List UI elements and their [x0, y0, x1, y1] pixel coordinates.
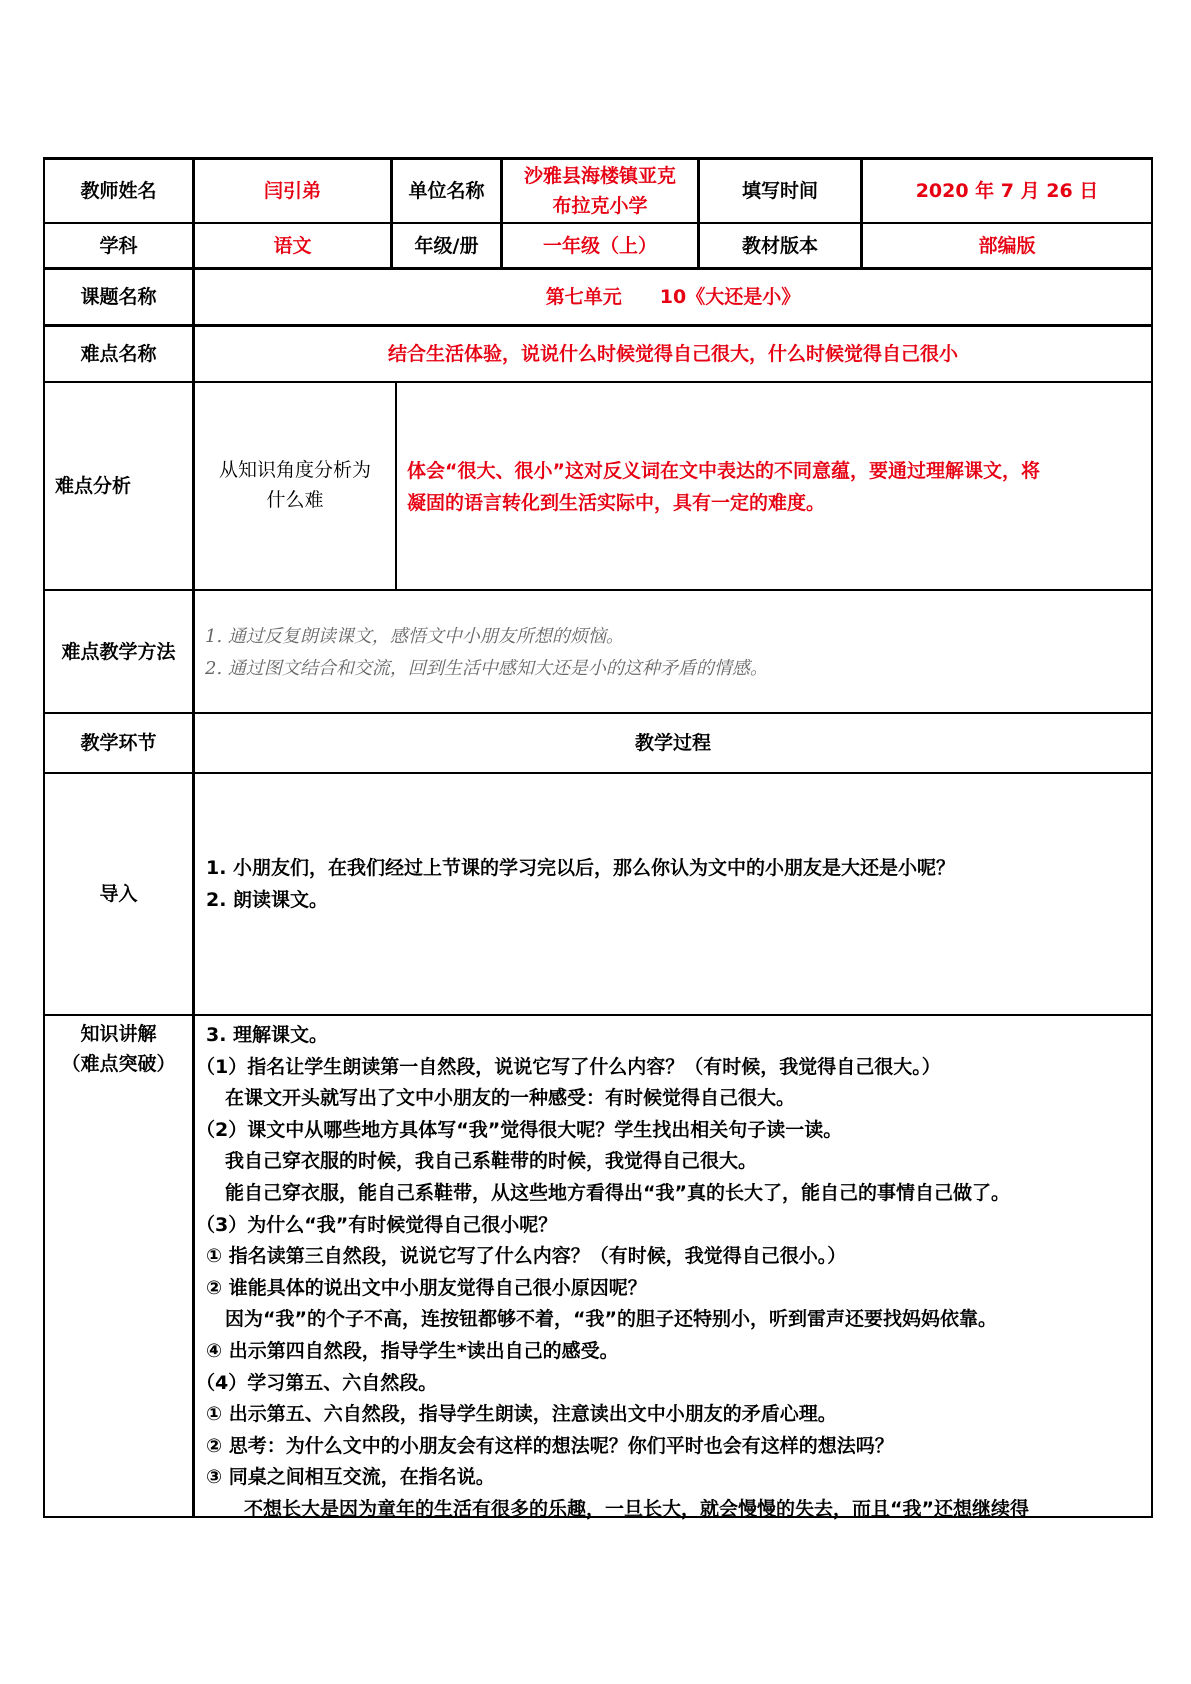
analysis-value-line-2: 凝固的语言转化到生活实际中，具有一定的难度。	[407, 491, 826, 514]
intro-content	[206, 853, 955, 916]
teacher-name-value: 闫引弟	[263, 180, 321, 202]
knowledge-label	[45, 1019, 192, 1081]
method-label: 难点教学方法	[61, 640, 176, 663]
knowledge-content	[196, 1020, 1029, 1526]
row-divider	[43, 772, 1153, 774]
knowledge-line: ② 思考：为什么文中的小朋友会有这样的想法呢？你们平时也会有这样的想法吗？	[206, 1434, 894, 1457]
difficulty-label: 难点名称	[80, 343, 157, 365]
grade-label: 年级/册	[414, 234, 479, 257]
knowledge-line: ① 出示第五、六自然段，指导学生朗读，注意读出文中小朋友的矛盾心理。	[206, 1403, 837, 1426]
intro-item-2: 2. 朗读课文。	[206, 888, 329, 911]
row-divider	[43, 1014, 1153, 1016]
analysis-value	[407, 456, 1040, 519]
analysis-label: 难点分析	[55, 475, 132, 497]
knowledge-line: 能自己穿衣服，能自己系鞋带，从这些地方看得出“我”真的长大了，能自己的事情自己做了。	[206, 1181, 1010, 1204]
teacher-name-label: 教师姓名	[80, 180, 157, 202]
intro-item-1: 1. 小朋友们，在我们经过上节课的学习完以后，那么你认为文中的小朋友是大还是小呢？	[206, 857, 956, 879]
teaching-stage-label: 教学环节	[80, 732, 157, 754]
unit-name-label: 单位名称	[408, 180, 485, 202]
table-border-right	[1151, 157, 1153, 1518]
topic-value: 第七单元 10《大还是小》	[545, 286, 801, 308]
column-divider	[395, 383, 397, 590]
knowledge-line: （3）为什么“我”有时候觉得自己很小呢？	[196, 1213, 558, 1236]
unit-name-value	[503, 160, 697, 222]
knowledge-line: 不想长大是因为童年的生活有很多的乐趣，一旦长大，就会慢慢的失去，而且“我”还想继续得	[206, 1497, 1029, 1520]
knowledge-label-line-1: 知识讲解	[80, 1023, 157, 1045]
knowledge-line: ④ 出示第四自然段，指导学生*读出自己的感受。	[206, 1339, 619, 1362]
analysis-sub-label	[195, 440, 395, 530]
subject-value: 语文	[273, 234, 312, 257]
knowledge-line: ③ 同桌之间相互交流，在指名说。	[206, 1466, 495, 1489]
knowledge-line: 3. 理解课文。	[206, 1024, 329, 1046]
grade-value: 一年级（上）	[542, 234, 657, 257]
knowledge-line: （2）课文中从哪些地方具体写“我”觉得很大呢？学生找出相关句子读一读。	[196, 1118, 843, 1141]
knowledge-label-line-2: （难点突破）	[61, 1053, 176, 1075]
edition-label: 教材版本	[741, 234, 818, 257]
method-item-1: 1. 通过反复朗读课文，感悟文中小朋友所想的烦恼。	[205, 626, 624, 647]
row-divider	[43, 589, 1153, 591]
analysis-sub-label-line-1: 从知识角度分析为	[218, 459, 371, 481]
knowledge-line: 在课文开头就写出了文中小朋友的一种感受：有时候觉得自己很大。	[206, 1087, 796, 1110]
knowledge-line: 我自己穿衣服的时候，我自己系鞋带的时候，我觉得自己很大。	[206, 1150, 758, 1173]
analysis-sub-label-line-2: 什么难	[266, 489, 324, 511]
knowledge-line: （1）指名让学生朗读第一自然段，说说它写了什么内容？（有时候，我觉得自己很大。）	[196, 1055, 941, 1078]
row-divider	[43, 381, 1153, 383]
edition-value: 部编版	[978, 234, 1036, 257]
method-item-2: 2. 通过图文结合和交流，回到生活中感知大还是小的这种矛盾的情感。	[205, 657, 768, 679]
method-value	[205, 621, 768, 684]
difficulty-value: 结合生活体验，说说什么时候觉得自己很大，什么时候觉得自己很小	[387, 343, 958, 365]
knowledge-line: 因为“我”的个子不高，连按钮都够不着，“我”的胆子还特别小，听到雷声还要找妈妈依靠。	[206, 1308, 997, 1331]
unit-name-line-1: 沙雅县海楼镇亚克	[523, 165, 676, 187]
topic-label: 课题名称	[80, 286, 157, 308]
intro-label: 导入	[99, 883, 138, 905]
fill-time-value: 2020 年 7 月 26 日	[915, 180, 1099, 202]
knowledge-line: ① 指名读第三自然段，说说它写了什么内容？（有时候，我觉得自己很小。）	[206, 1245, 847, 1268]
fill-time-label: 填写时间	[741, 180, 818, 202]
knowledge-line: ② 谁能具体的说出文中小朋友觉得自己很小原因呢？	[206, 1276, 647, 1299]
unit-name-line-2: 布拉克小学	[552, 195, 648, 217]
subject-label: 学科	[99, 234, 138, 257]
knowledge-line: （4）学习第五、六自然段。	[196, 1371, 438, 1394]
teaching-process-header: 教学过程	[634, 732, 711, 754]
analysis-value-line-1: 体会“很大、很小”这对反义词在文中表达的不同意蕴，要通过理解课文，将	[407, 460, 1040, 482]
